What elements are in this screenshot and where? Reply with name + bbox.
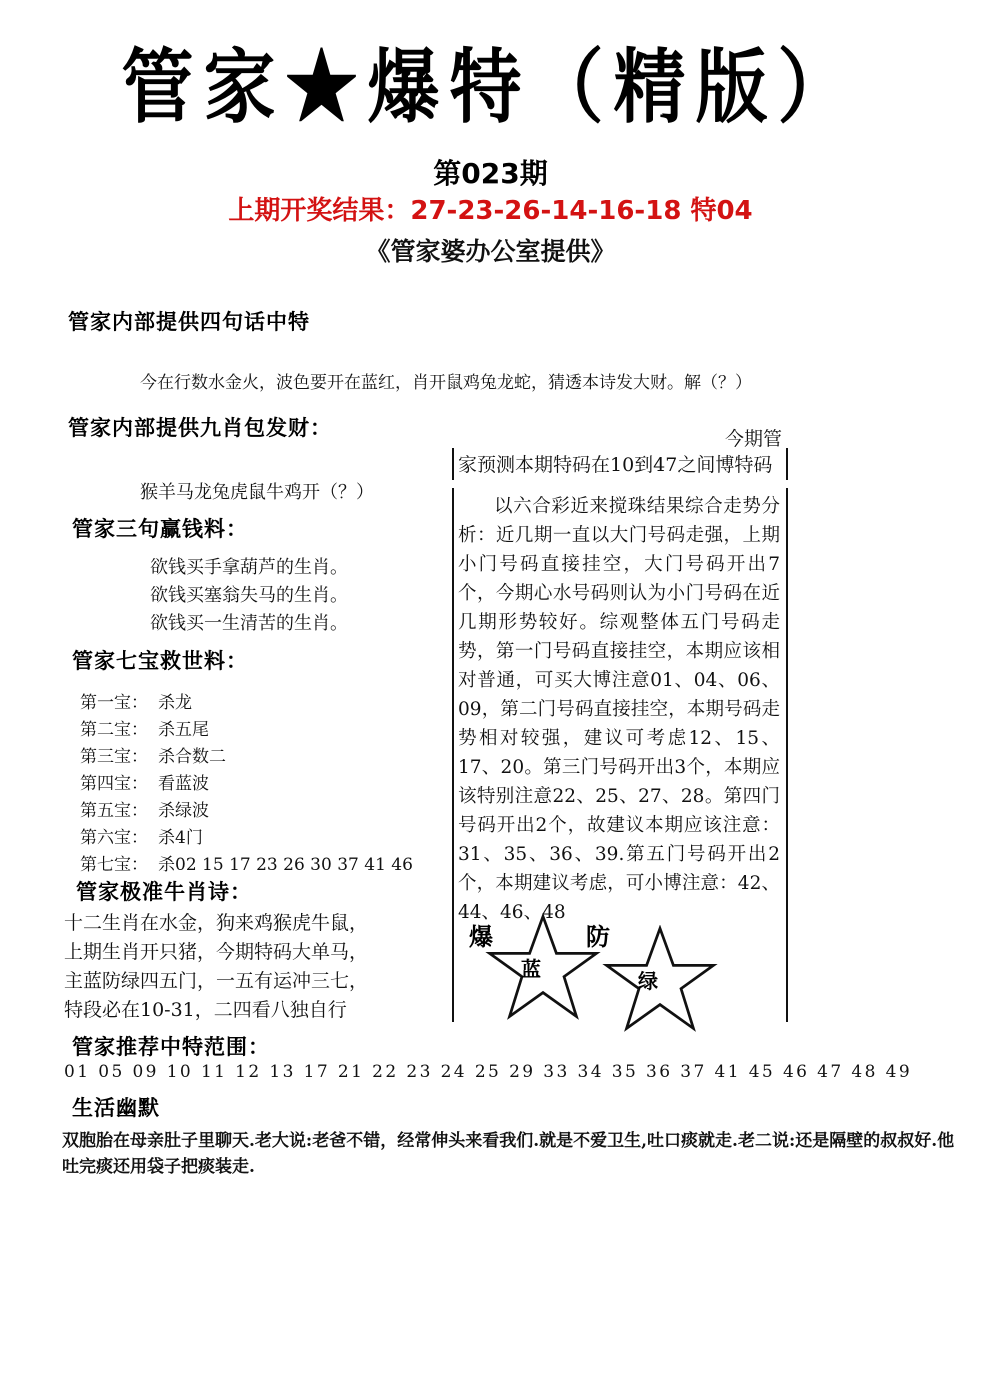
- treasure-label: 第二宝：: [80, 720, 148, 740]
- treasure-value: 杀龙: [158, 693, 192, 713]
- nine-zodiac-value: 猴羊马龙兔虎鼠牛鸡开（？）: [140, 482, 374, 503]
- prediction-range-line: 家预测本期特码在10到47之间博特码: [452, 448, 788, 480]
- treasure-value: 杀五尾: [158, 720, 209, 740]
- provider-credit: 《管家婆办公室提供》: [365, 237, 616, 266]
- section-heading-three-sentences: 管家三句赢钱料：: [72, 517, 248, 541]
- three-sentences-line: 欲钱买一生清苦的生肖。: [150, 613, 348, 634]
- star-right-outer-label: 防: [586, 922, 610, 951]
- treasure-label: 第六宝：: [80, 828, 148, 848]
- three-sentences-line: 欲钱买塞翁失马的生肖。: [150, 585, 348, 606]
- page-title: 管家★爆特（精版）: [121, 38, 860, 134]
- section-heading-zodiac-poem: 管家极准牛肖诗：: [76, 880, 252, 904]
- treasure-label: 第三宝：: [80, 747, 148, 767]
- section-heading-four-sentences: 管家内部提供四句话中特: [68, 310, 310, 334]
- analysis-text: 以六合彩近来搅珠结果综合走势分析：近几期一直以大门号码走强，上期小门号码直接挂空，大门号码开出7个，今期心水号码则认为小门号码在近几期形势较好。综观整体五门号码走势，第一门号码直接挂空，本期应该相对普通，可买大博注意01、04、06、09，第二门号码直接挂空，本期号码走势相对较强，建议可考虑12、15、17、20。第三门号码开出3个，本期应该特别注意22、25、27、28。第四门号码开出2个，故建议本期应该注意：31、35、36、39.第五门号码开出2个，本期建议考虑，可小博注意：42、44、46、48: [458, 496, 780, 923]
- treasure-label: 第五宝：: [80, 801, 148, 821]
- treasure-row: [80, 850, 413, 875]
- recommended-numbers: 01 05 09 10 11 12 13 17 21 22 23 24 25 29 33 34 35 36 37 41 45 46 47 48 49: [64, 1062, 913, 1082]
- zodiac-poem-line: 主蓝防绿四五门，一五有运冲三七，: [64, 970, 369, 992]
- treasure-row: [80, 823, 203, 848]
- star-right-inner-label: 绿: [638, 969, 658, 993]
- three-sentences-line: 欲钱买手拿葫芦的生肖。: [150, 557, 348, 578]
- treasure-label: 第四宝：: [80, 774, 148, 794]
- treasure-label: 第七宝：: [80, 855, 148, 875]
- four-sentences-verse: 今在行数水金火，波色要开在蓝红，肖开鼠鸡兔龙蛇，猜透本诗发大财。解（？）: [140, 373, 752, 393]
- last-draw-result: 上期开奖结果：27-23-26-14-16-18 特04: [228, 196, 753, 226]
- treasure-value: 杀绿波: [158, 801, 209, 821]
- section-heading-nine-zodiac: 管家内部提供九肖包发财：: [68, 416, 332, 440]
- treasure-row: [80, 796, 209, 821]
- stars-graphic: [455, 905, 785, 1020]
- treasure-value: 看蓝波: [158, 774, 209, 794]
- treasure-row: [80, 742, 226, 767]
- humor-text: 双胞胎在母亲肚子里聊天.老大说:老爸不错，经常伸头来看我们.就是不爱卫生,吐口痰就走.老二说:还是隔壁的叔叔好.他吐完痰还用袋子把痰装走.: [62, 1131, 955, 1177]
- star-left-outer-label: 爆: [469, 922, 493, 951]
- treasure-row: [80, 715, 209, 740]
- section-heading-recommend-range: 管家推荐中特范围：: [72, 1035, 270, 1059]
- section-heading-seven-treasures: 管家七宝救世料：: [72, 649, 248, 673]
- treasure-value: 杀02 15 17 23 26 30 37 41 46: [158, 855, 413, 875]
- treasure-row: [80, 688, 192, 713]
- prediction-top-text: 今期管: [724, 428, 782, 450]
- zodiac-poem-line: 十二生肖在水金，狗来鸡猴虎牛鼠，: [64, 912, 369, 934]
- treasure-value: 杀4门: [158, 828, 203, 848]
- zodiac-poem-line: 特段必在10-31，二四看八独自行: [64, 999, 347, 1021]
- zodiac-poem-line: 上期生肖开只猪，今期特码大单马，: [64, 941, 369, 963]
- issue-number: 第023期: [433, 157, 548, 190]
- section-heading-humor: 生活幽默: [72, 1096, 160, 1120]
- star-left-inner-label: 蓝: [521, 957, 541, 981]
- treasure-label: 第一宝：: [80, 693, 148, 713]
- treasure-row: [80, 769, 209, 794]
- treasure-value: 杀合数二: [158, 747, 226, 767]
